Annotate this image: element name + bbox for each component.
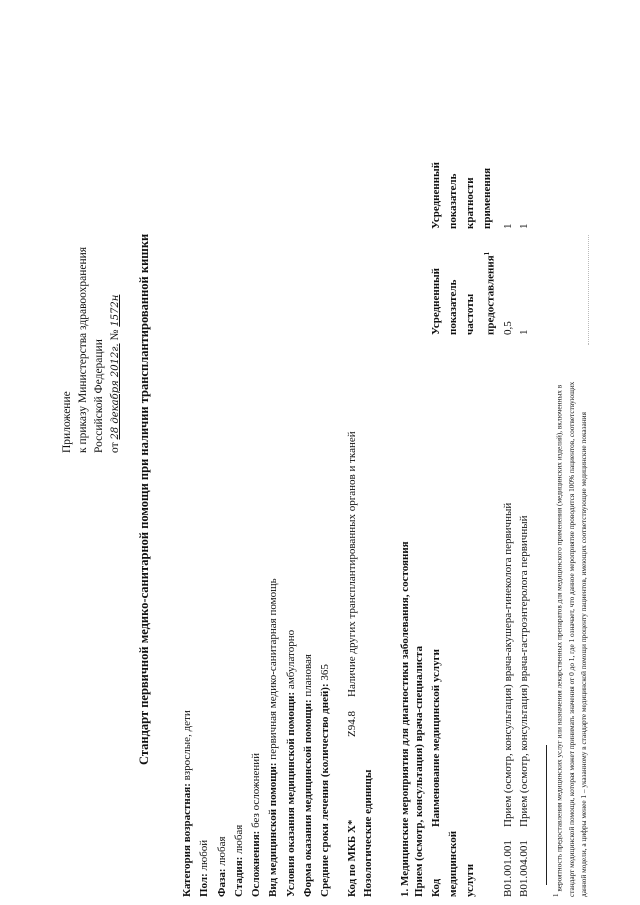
footnote-block [550, 382, 591, 897]
row-multiplicity: 1 [518, 223, 530, 229]
param-row: Фаза: любая [215, 836, 228, 897]
appendix-block [59, 247, 124, 453]
header-name: Наименование медицинской услуги [430, 649, 442, 827]
header-code: Код медицинской услуги [430, 830, 476, 897]
row-name: Прием (осмотр, консультация) врача-акушера-гинеколога первичный [502, 502, 514, 827]
param-row: Вид медицинской помощи: первичная медико-санитарная помощь [267, 578, 280, 897]
mkb-sublabel: Нозологические единицы [362, 769, 374, 897]
header-multiplicity: Усредненный показатель кратности применения [430, 161, 493, 229]
footnote-divider [546, 745, 547, 885]
param-row: Пол: любой [198, 839, 211, 897]
row-frequency: 0,5 [502, 321, 514, 335]
appendix-date-line [107, 247, 124, 453]
number-prefix: № [109, 329, 121, 341]
row-multiplicity: 1 [502, 223, 514, 229]
param-row: Категория возрастная: взрослые, дети [181, 710, 193, 897]
date-handwritten: 28 декабря 2012г. [110, 343, 121, 440]
footnote-line-3: данной модели, а цифры менее 1 – указанному в стандарте медицинской помощи проценту пациентов, имеющих соответствующие медицинские показания [579, 412, 589, 897]
param-row: Условия оказания медицинской помощи: амбулаторно [284, 629, 297, 897]
row-frequency: 1 [518, 329, 530, 335]
scan-artifact-line [588, 235, 590, 345]
param-row: Стадия: любая [232, 824, 245, 897]
param-row: Средние сроки лечения (количество дней): 365 [319, 664, 332, 897]
mkb-label: Код по МКБ X* [346, 819, 358, 897]
row-name: Прием (осмотр, консультация) врача-гастроэнтеролога первичный [518, 515, 530, 827]
param-row: Осложнения: без осложнений [250, 752, 263, 897]
section-subheading: Прием (осмотр, консультация) врача-специалиста [413, 646, 425, 897]
footnote-line-1: 1 вероятность предоставления медицинских услуг или назначения лекарственных препаратов для медицинского применения (медицинских изделий), включенных в [552, 384, 564, 897]
row-code: B01.001.001 [502, 840, 514, 897]
param-row: Форма оказания медицинской помощи: плановая [302, 654, 315, 897]
date-prefix: от [109, 442, 121, 453]
appendix-line-1: Приложение [61, 391, 73, 453]
mkb-block [344, 431, 376, 897]
footnote-line-2: стандарт медицинской помощи, которая может принимать значения от 0 до 1, где 1 означает, что данное мероприятие проводится 100% пациентов, соответствующих [566, 381, 576, 897]
appendix-line-3: Российской Федерации [93, 339, 105, 453]
section-block [398, 541, 426, 897]
header-frequency: Усредненный показатель частоты предоставления$^1$ [430, 251, 497, 335]
document-title: Стандарт первичной медико-санитарной помощи при наличии трансплантированной кишки [137, 233, 151, 765]
section-heading: 1. Медицинские мероприятия для диагностики заболевания, состояния [399, 541, 411, 897]
mkb-code: Z94.8 [346, 711, 358, 737]
mkb-description: Наличие других трансплантированных органов и тканей [346, 431, 358, 697]
number-handwritten: 1572н [110, 294, 121, 327]
row-code: B01.004.001 [518, 840, 530, 897]
params-list [179, 578, 335, 897]
appendix-line-2: к приказу Министерства здравоохранения [77, 246, 89, 453]
